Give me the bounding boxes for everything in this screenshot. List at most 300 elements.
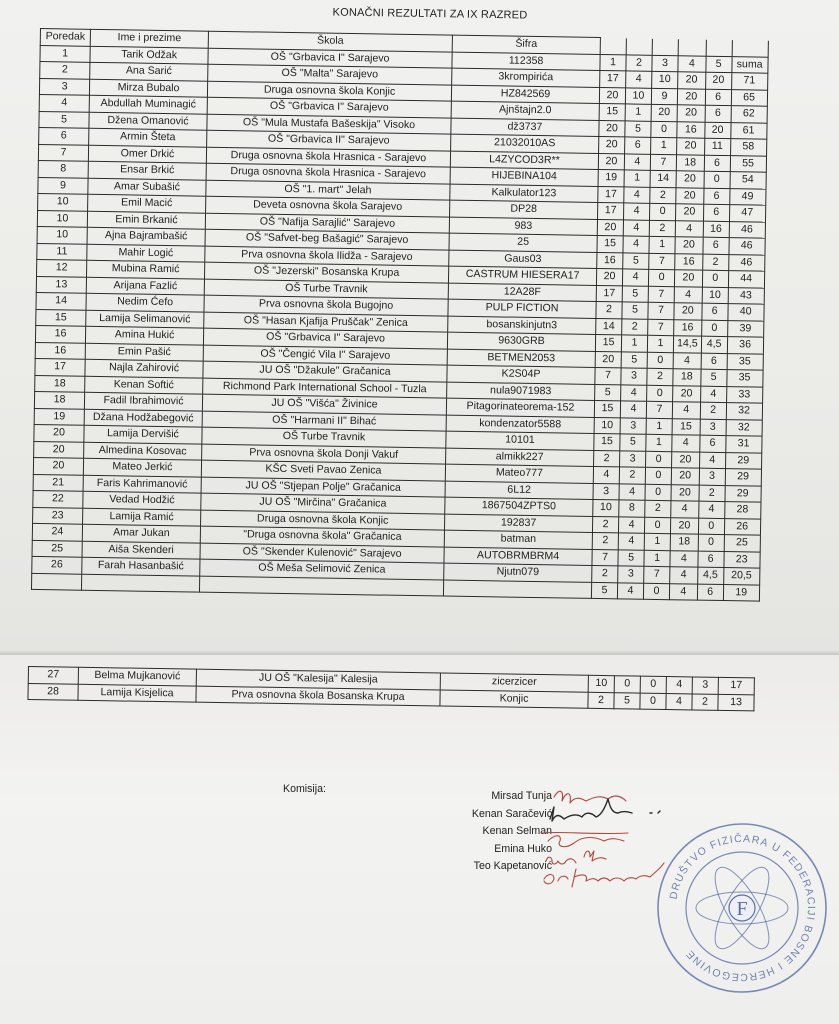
cell-t1: 2 (594, 450, 620, 467)
cell-t3: 7 (648, 319, 674, 336)
cell-code: Mateo777 (445, 464, 593, 483)
cell-t2: 4 (624, 186, 650, 203)
cell-name: Lamija Kisjelica (78, 684, 196, 702)
results-sheet-page-2 (0, 655, 839, 1024)
cell-t1: 2 (588, 692, 614, 709)
header-task-1 (600, 37, 626, 54)
cell-t3: 2 (649, 220, 675, 237)
cell-rank: 21 (33, 474, 83, 491)
cell-t1: 10 (593, 499, 619, 516)
cell-rank: 13 (36, 276, 86, 293)
cell-t5: 6 (697, 584, 723, 601)
cell-t3: 10 (652, 71, 678, 88)
stamp-letter: F (736, 898, 748, 920)
cell-sum: 17 (718, 677, 754, 694)
header-task-3 (652, 38, 678, 55)
cell-t2: 2 (622, 318, 648, 335)
cell-t2: 8 (619, 500, 645, 517)
signature-emina-huko (546, 851, 606, 864)
cell-t1: 20 (599, 120, 625, 137)
cell-t3: 0 (640, 693, 666, 710)
cell-code: Gaus03 (449, 250, 597, 269)
cell-t4: 14,5 (673, 336, 701, 353)
cell-t2: 4 (621, 384, 647, 401)
cell-sum: 35 (726, 370, 762, 387)
cell-t4: 4 (672, 402, 700, 419)
cell-t2: 3 (620, 417, 646, 434)
cell-rank: 11 (37, 243, 87, 260)
cell-name: Tarik Odžak (90, 46, 208, 64)
cell-school: JU OŠ "Stjepan Polje" Gračanica (201, 477, 445, 497)
signature-kenan-selman (542, 832, 628, 846)
cell-sum: 32 (726, 403, 762, 420)
cell-name: Mirza Bubalo (89, 79, 207, 97)
cell-name: Aiša Skenderi (82, 541, 200, 559)
cell-t5: 6 (704, 155, 730, 172)
cell-code: DP28 (450, 200, 598, 219)
cell-t2: 2 (619, 467, 645, 484)
cell-school: Prva osnovna škola Bosanska Krupa (196, 686, 440, 706)
cell-t4: 20 (671, 484, 699, 501)
cell-sum: 46 (729, 238, 765, 255)
cell-t1: 1 (600, 54, 626, 71)
cell-school: OŠ "Safvet-beg Bašagić" Sarajevo (205, 229, 449, 249)
cell-t5: 6 (702, 303, 728, 320)
results-table-body (31, 45, 767, 601)
cell-school: Druga osnovna škola Konjic (201, 510, 445, 530)
page-title: KONAČNI REZULTATI ZA IX RAZRED (332, 6, 528, 22)
cell-school: Richmond Park International School - Tuzla (203, 378, 447, 398)
cell-name: Lamija Selimanović (86, 310, 204, 328)
cell-t5: 5 (700, 369, 726, 386)
cell-name: Fadil Ibrahimović (84, 392, 202, 410)
cell-t1: 10 (594, 417, 620, 434)
cell-t3: 1 (647, 335, 673, 352)
cell-rank: 4 (39, 94, 89, 111)
cell-name: Amar Jukan (82, 524, 200, 542)
cell-t4: 4 (678, 55, 706, 72)
cell-name: Belma Mujkanović (78, 667, 196, 685)
cell-school: OŠ "Grbavica I" Sarajevo (207, 97, 451, 117)
cell-name: Ajna Bajrambašić (87, 227, 205, 245)
cell-t1: 7 (595, 367, 621, 384)
cell-school: OŠ "Grbavica I" Sarajevo (208, 48, 452, 68)
cell-name: Mahir Logić (87, 244, 205, 262)
cell-t4: 18 (673, 369, 701, 386)
header-name: Ime i prezime (90, 29, 208, 47)
stamp-text: DRUŠTVO FIZIČARA U FEDERACIJI BOSNE I HERCEGOVINE (667, 832, 818, 984)
cell-rank: 1 (40, 45, 90, 62)
cell-rank: 10 (38, 193, 88, 210)
cell-school: OŠ "Mula Mustafa Bašeskija" Visoko (207, 114, 451, 134)
cell-code: 1867504ZPTS0 (445, 497, 593, 516)
cell-name: Ana Sarić (90, 62, 208, 80)
cell-school: JU OŠ "Mirčina" Gračanica (201, 493, 445, 513)
cell-t3: 0 (649, 203, 675, 220)
cell-sum: 54 (730, 172, 766, 189)
cell-t4: 4 (670, 550, 698, 567)
cell-t1: 15 (594, 433, 620, 450)
cell-t5: 3 (700, 419, 726, 436)
cell-code: 21032010AS (451, 134, 599, 153)
official-stamp (654, 820, 830, 996)
cell-sum: 31 (725, 436, 761, 453)
cell-rank: 19 (34, 408, 84, 425)
cell-code: PULP FICTION (448, 299, 596, 318)
cell-name: Džana Hodžabegović (84, 409, 202, 427)
cell-t3: 0 (645, 484, 671, 501)
cell-t1: 5 (591, 582, 617, 599)
cell-t1: 3 (593, 483, 619, 500)
cell-t5: 0 (704, 171, 730, 188)
cell-t2: 5 (623, 252, 649, 269)
cell-t3: 1 (649, 236, 675, 253)
cell-t2: 3 (620, 450, 646, 467)
cell-code: batman (444, 530, 592, 549)
cell-t4: 20 (673, 385, 701, 402)
cell-t1: 2 (592, 565, 618, 582)
cell-code: 192837 (444, 514, 592, 533)
cell-rank: 10 (37, 210, 87, 227)
cell-name: Mateo Jerkić (83, 458, 201, 476)
cell-t4: 16 (677, 121, 705, 138)
cell-t5: 2 (700, 402, 726, 419)
cell-name: Armin Šteta (89, 128, 207, 146)
cell-school: OŠ "Grbavica II" Sarajevo (207, 130, 451, 150)
cell-school: JU OŠ "Džakule" Gračanica (203, 361, 447, 381)
cell-rank: 25 (32, 540, 82, 557)
cell-t1: 2 (596, 301, 622, 318)
signature-teo-kapetanovic (544, 863, 664, 887)
cell-sum: 62 (731, 106, 767, 123)
cell-sum: 65 (731, 89, 767, 106)
cell-sum: 44 (728, 271, 764, 288)
cell-t4: 4 (666, 693, 692, 710)
cell-name: Vedad Hodžić (83, 491, 201, 509)
cell-name: Nedim Ćefo (86, 293, 204, 311)
cell-t2: 6 (625, 137, 651, 154)
cell-t2: 5 (614, 692, 640, 709)
cell-school: "Druga osnovna škola" Gračanica (200, 526, 444, 546)
signature-mirsad-tunja (554, 791, 626, 803)
cell-rank: 20 (34, 424, 84, 441)
cell-t4: 20 (674, 270, 702, 287)
cell-t5: 2 (702, 254, 728, 271)
cell-code: 9630GRB (447, 332, 595, 351)
cell-t2: 10 (625, 87, 651, 104)
cell-sum: 32 (726, 419, 762, 436)
cell-t2: 5 (625, 120, 651, 137)
cell-name: Lamija Dervišić (84, 425, 202, 443)
header-code: Šifra (452, 35, 600, 54)
cell-code: 6L12 (445, 481, 593, 500)
cell-t3: 7 (644, 566, 670, 583)
committee-label: Komisija: (283, 783, 326, 795)
cell-name: Lamija Ramić (83, 508, 201, 526)
cell-t4: 18 (676, 154, 704, 171)
cell-sum: 61 (730, 122, 766, 139)
cell-t4: 20 (677, 138, 705, 155)
cell-t2: 5 (622, 302, 648, 319)
cell-code: K2S04P (447, 365, 595, 384)
cell-t3: 0 (647, 352, 673, 369)
cell-t3: 0 (646, 451, 672, 468)
cell-t1: 10 (588, 675, 614, 692)
cell-code: Konjic (440, 689, 588, 708)
cell-t1: 15 (597, 235, 623, 252)
cell-t2: 4 (617, 582, 643, 599)
cell-name: Emin Pašić (85, 343, 203, 361)
header-sum (732, 40, 768, 57)
cell-t3: 1 (644, 550, 670, 567)
cell-sum: 26 (724, 518, 760, 535)
cell-school: Prva osnovna škola Donji Vakuf (202, 444, 446, 464)
cell-t1: 17 (598, 202, 624, 219)
cell-t5: 0 (702, 270, 728, 287)
cell-school: OŠ "Malta" Sarajevo (208, 64, 452, 84)
cell-t2: 4 (623, 236, 649, 253)
cell-t2: 5 (618, 549, 644, 566)
cell-t3: 0 (643, 583, 669, 600)
cell-t5: 2 (699, 485, 725, 502)
cell-t4: 15 (672, 418, 700, 435)
cell-t4: 20 (677, 105, 705, 122)
cell-t3: 3 (652, 55, 678, 72)
cell-t3: 1 (646, 418, 672, 435)
cell-t5: 6 (705, 105, 731, 122)
cell-sum: 13 (718, 694, 754, 711)
header-school: Škola (208, 31, 452, 51)
cell-t2: 3 (621, 368, 647, 385)
cell-t5: 3 (699, 468, 725, 485)
cell-code: kondenzator5588 (446, 415, 594, 434)
cell-t3: 7 (649, 253, 675, 270)
cell-t2: 4 (626, 71, 652, 88)
cell-t4: 20 (674, 303, 702, 320)
cell-t4: 16 (675, 253, 703, 270)
cell-sum: 49 (729, 188, 765, 205)
cell-t4: 4 (671, 501, 699, 518)
cell-t4: 4 (666, 677, 692, 694)
cell-t5: 6 (705, 89, 731, 106)
cell-code: HZ842569 (451, 85, 599, 104)
cell-rank: 15 (36, 309, 86, 326)
cell-sum: 47 (729, 205, 765, 222)
cell-t4: 16 (674, 319, 702, 336)
committee-members (432, 788, 552, 876)
cell-rank: 27 (28, 667, 78, 684)
header-task-2 (626, 38, 652, 55)
cell-code: 10101 (446, 431, 594, 450)
cell-name: Abdullah Muminagić (89, 95, 207, 113)
cell-t2: 3 (618, 566, 644, 583)
cell-rank: 12 (37, 259, 87, 276)
cell-rank: 20 (34, 441, 84, 458)
cell-t4: 4 (674, 286, 702, 303)
cell-t4: 20 (670, 517, 698, 534)
cell-t4: 20 (678, 72, 706, 89)
cell-school: JU OŠ "Kalesija" Kalesija (196, 669, 440, 689)
cell-t5: 0 (698, 518, 724, 535)
cell-school: Prva osnovna škola Bugojno (204, 295, 448, 315)
cell-code: Pitagorinateorema-152 (446, 398, 594, 417)
cell-sum: 46 (728, 254, 764, 271)
cell-code: Njutn079 (444, 563, 592, 582)
cell-school: Druga osnovna škola Konjic (207, 81, 451, 101)
cell-name: Amina Hukić (85, 326, 203, 344)
cell-code: almikk227 (446, 448, 594, 467)
cell-t5: 16 (703, 221, 729, 238)
cell-school: OŠ "Skender Kulenović" Sarajevo (200, 543, 444, 563)
cell-t3: 14 (650, 170, 676, 187)
cell-t1: 16 (597, 252, 623, 269)
cell-sum: 33 (726, 386, 762, 403)
cell-name: Kenan Softić (85, 376, 203, 394)
committee-member: Kenan Selman (482, 825, 552, 837)
cell-rank: 16 (35, 325, 85, 342)
cell-t5: 6 (703, 204, 729, 221)
cell-t5: 0 (701, 320, 727, 337)
cell-t3: 0 (644, 517, 670, 534)
cell-rank: 16 (35, 342, 85, 359)
cell-t4: 4 (672, 435, 700, 452)
cell-t2: 5 (620, 434, 646, 451)
cell-sum: 55 (730, 155, 766, 172)
cell-sum: 28 (724, 502, 760, 519)
results-table-continued (27, 666, 754, 711)
cell-rank: 18 (35, 375, 85, 392)
cell-t5: 11 (704, 138, 730, 155)
cell-rank: 6 (39, 127, 89, 144)
cell-t2: 2 (626, 54, 652, 71)
cell-t3: 9 (651, 88, 677, 105)
cell-school: OŠ "Nafija Sarajlić" Sarajevo (205, 213, 449, 233)
cell-name: Najla Zahirović (85, 359, 203, 377)
cell-rank: 7 (38, 144, 88, 161)
cell-sum: 39 (727, 320, 763, 337)
cell-t1: 17 (598, 186, 624, 203)
cell-sum: 71 (731, 73, 767, 90)
cell-t5: 4,5 (701, 336, 727, 353)
cell-sum: 36 (727, 337, 763, 354)
cell-t2: 4 (622, 269, 648, 286)
cell-t2: 4 (618, 533, 644, 550)
cell-sum: suma (731, 56, 767, 73)
cell-sum: 58 (730, 139, 766, 156)
cell-code: CASTRUM HIESERA17 (448, 266, 596, 285)
cell-t3: 7 (650, 154, 676, 171)
cell-rank: 9 (38, 177, 88, 194)
cell-name: Emil Macić (88, 194, 206, 212)
cell-school: OŠ "Harmani II" Bihać (202, 411, 446, 431)
cell-t2: 4 (624, 153, 650, 170)
cell-code (443, 580, 591, 599)
cell-t1: 4 (593, 466, 619, 483)
cell-t4: 20 (675, 237, 703, 254)
cell-school: KŠC Sveti Pavao Zenica (201, 460, 445, 480)
cell-t5: 6 (703, 188, 729, 205)
cell-t3: 0 (648, 269, 674, 286)
cell-t2: 5 (621, 351, 647, 368)
cell-school (199, 576, 443, 596)
cell-t1: 20 (596, 268, 622, 285)
cell-rank: 14 (36, 292, 86, 309)
cell-sum: 23 (724, 551, 760, 568)
cell-school: OŠ "1. mart" Jelah (206, 180, 450, 200)
signature-kenan-saracevic (550, 799, 660, 821)
cell-t2: 4 (619, 483, 645, 500)
cell-sum: 43 (728, 287, 764, 304)
cell-rank: 28 (28, 683, 78, 700)
cell-rank: 5 (39, 111, 89, 128)
cell-t1: 19 (598, 169, 624, 186)
cell-school: OŠ "Hasan Kjafija Pruščak" Zenica (204, 312, 448, 332)
cell-t4: 20 (671, 468, 699, 485)
results-table-continued-body (28, 667, 754, 711)
cell-name: Arijana Fazlić (86, 277, 204, 295)
cell-school: Druga osnovna škola Hrasnica - Sarajevo (206, 147, 450, 167)
cell-sum: 29 (725, 452, 761, 469)
cell-t4: 20 (676, 187, 704, 204)
cell-t5: 20 (704, 122, 730, 139)
cell-t3: 0 (647, 385, 673, 402)
cell-sum: 20,5 (723, 568, 759, 585)
cell-t4: 18 (670, 534, 698, 551)
cell-school: Prva osnovna škola Ilidža - Sarajevo (205, 246, 449, 266)
cell-t3: 7 (648, 286, 674, 303)
cell-rank: 8 (38, 160, 88, 177)
cell-school: Druga osnovna škola Hrasnica - Sarajevo (206, 163, 450, 183)
cell-code: Ajnštajn2.0 (451, 101, 599, 120)
cell-t4: 4 (673, 352, 701, 369)
cell-sum: 46 (729, 221, 765, 238)
cell-code: L4ZYCOD3R** (450, 151, 598, 170)
cell-t1: 17 (600, 70, 626, 87)
cell-school: OŠ Meša Selimović Zenica (200, 559, 444, 579)
cell-school: OŠ Turbe Travnik (204, 279, 448, 299)
cell-name: Almedina Kosovac (84, 442, 202, 460)
cell-rank: 10 (37, 226, 87, 243)
cell-code: HIJEBINA104 (450, 167, 598, 186)
cell-t5: 6 (703, 237, 729, 254)
cell-t2: 5 (622, 285, 648, 302)
cell-t3: 0 (651, 121, 677, 138)
cell-t5: 6 (701, 353, 727, 370)
cell-t4: 4 (675, 220, 703, 237)
cell-t1: 20 (595, 351, 621, 368)
cell-t1: 20 (597, 219, 623, 236)
cell-code: 25 (449, 233, 597, 252)
cell-t1: 7 (592, 549, 618, 566)
cell-name: Emin Brkanić (87, 211, 205, 229)
committee-member: Mirsad Tunja (491, 790, 552, 802)
cell-t1: 15 (595, 334, 621, 351)
cell-code: Kalkulator123 (450, 184, 598, 203)
committee-member: Teo Kapetanović (473, 860, 552, 872)
cell-t1: 15 (594, 400, 620, 417)
cell-t2: 4 (623, 219, 649, 236)
cell-t1: 14 (596, 318, 622, 335)
cell-t5: 6 (699, 435, 725, 452)
cell-t4: 4 (670, 567, 698, 584)
cell-school: Deveta osnovna škola Sarajevo (206, 196, 450, 216)
cell-t3: 2 (650, 187, 676, 204)
cell-rank (31, 573, 81, 590)
cell-t3: 1 (651, 137, 677, 154)
cell-t5: 4,5 (697, 567, 723, 584)
cell-t3: 0 (645, 467, 671, 484)
cell-t5: 6 (698, 551, 724, 568)
